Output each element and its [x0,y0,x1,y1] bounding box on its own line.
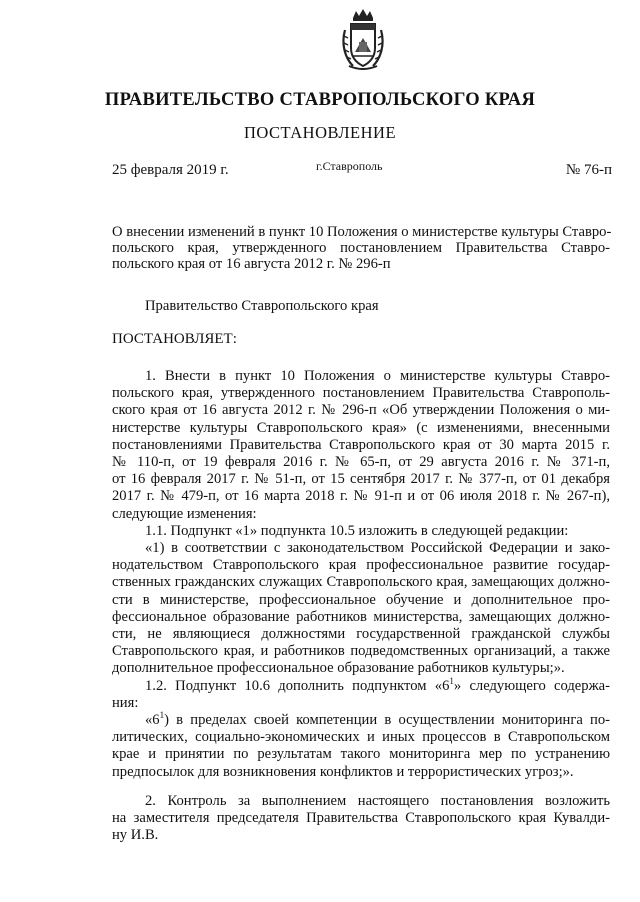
paragraph-line: ственных гражданских служащих Ставропольского края, замещающих должно- [112,574,610,591]
document-city: г.Ставрополь [316,159,383,173]
decrees-heading: ПОСТАНОВЛЯЕТ: [112,331,237,347]
paragraph-line: следующие изменения: [112,505,257,522]
paragraph-line: постановлениями Правительства Ставропольского края от 30 марта 2015 г. [112,436,610,453]
paragraph-line: литических, социально-экономических и иных процессов в Ставропольском [112,729,610,746]
paragraph-line: предпосылок для возникновения конфликтов и террористических угроз;». [112,763,574,780]
paragraph-line: «$6^1$) в пределах своей компетенции в осуществлении мониторинга по- [145,710,610,729]
paragraph-line: от 16 февраля 2017 г. № 51-п, от 15 сентября 2017 г. № 377-п, от 01 декабря [112,471,610,488]
paragraph-line: «1) в соответствии с законодательством Российской Федерации и зако- [145,540,610,557]
paragraph-line: ского края от 16 августа 2012 г. № 296-п «Об утверждении Положения о ми- [112,402,610,419]
document-subject [112,224,610,272]
paragraph-line: дополнительное профессиональное образование работников культуры;». [112,660,565,677]
paragraph-line: 1. Внести в пункт 10 Положения о министерстве культуры Ставро- [145,368,610,384]
paragraph-line: № 110-п, от 19 февраля 2016 г. № 65-п, от 29 августа 2016 г. № 371-п, [112,454,610,471]
paragraph-line: польского края, утвержденного постановлением Правительства Ставрополь- [112,385,610,402]
paragraph-gap [112,781,610,793]
paragraph-line: 2017 г. № 479-п, от 16 марта 2018 г. № 91-п и от 06 июля 2018 г. № 267-п), [112,488,610,505]
document-date: 25 февраля 2019 г. [112,162,229,178]
paragraph-line: сти, не являющиеся должностями государственной гражданской службы [112,626,610,643]
document-type: ПОСТАНОВЛЕНИЕ [243,123,397,142]
paragraph-line: нистерстве культуры Ставропольского края» (с изменениями, внесенными [112,419,610,436]
paragraph-line: нодательством Ставропольского края профессиональное развитие государ- [112,557,610,574]
paragraph-line: Ставропольского края, и работников подведомственных организаций, а также [112,643,610,660]
paragraph-line: 1.1. Подпункт «1» подпункта 10.5 изложить в следующей редакции: [145,522,569,539]
paragraph-line: сти в министерстве, профессиональное обучение и дополнительное про- [112,591,610,608]
government-title: ПРАВИТЕЛЬСТВО СТАВРОПОЛЬСКОГО КРАЯ [104,90,536,110]
paragraph-line: на заместителя председателя Правительства Ставропольского края Кувалди- [112,810,610,827]
issuer-text: Правительство Ставропольского края [145,298,379,314]
paragraph-line: ну И.В. [112,827,159,844]
stavropol-coat-of-arms-icon [339,8,387,70]
document-body [112,368,610,844]
subject-line: польского края от 16 августа 2012 г. № 296-п [112,256,391,272]
subject-line: польского края, утвержденного постановлением Правительства Ставро- [112,240,610,256]
paragraph-line: ния: [112,694,139,711]
paragraph-line: 1.2. Подпункт 10.6 дополнить подпунктом «$6^1$» следующего содержа- [145,675,610,694]
subject-line: О внесении изменений в пункт 10 Положения о министерстве культуры Ставро- [112,224,612,240]
paragraph-line: крае и принятии по результатам такого мониторинга мер по устранению [112,746,610,763]
paragraph-line: 2. Контроль за выполнением настоящего постановления возложить [145,792,610,809]
document-number: № 76-п [565,162,612,178]
paragraph-line: фессиональное образование работников министерства, замещающих должно- [112,608,610,625]
